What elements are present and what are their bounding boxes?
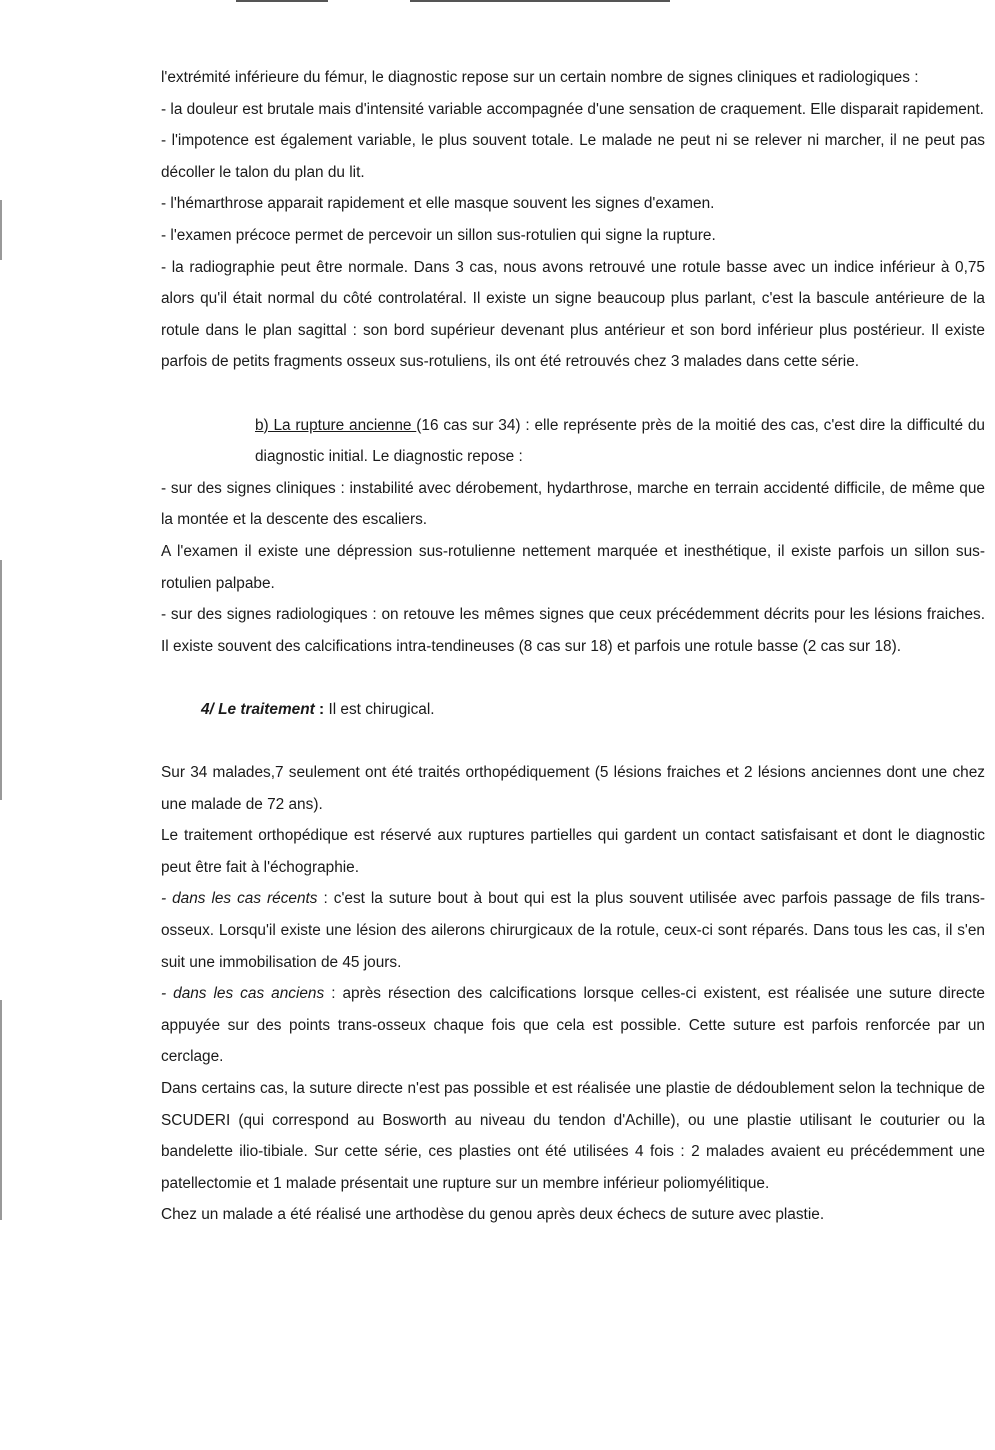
section-4-line bbox=[161, 694, 985, 726]
paragraph-old-cases bbox=[161, 978, 985, 1073]
spacer bbox=[161, 662, 985, 694]
paragraph: Chez un malade a été réalisé une arthodèse du genou après deux échecs de suture avec plastie. bbox=[161, 1206, 825, 1224]
section-4-intro: Il est chirugical. bbox=[328, 700, 435, 718]
scan-top-rule-right bbox=[410, 0, 670, 2]
paragraph: - l'hémarthrose apparait rapidement et elle masque souvent les signes d'examen. bbox=[161, 195, 715, 213]
old-cases-text: : après résection des calcifications lorsque celles-ci existent, est réalisée une suture directe appuyée sur des points trans-osseux chaque fois que cela est possible. Cette suture est parfois renforcée par un cerclage. bbox=[161, 985, 985, 1066]
paragraph: Dans certains cas, la suture directe n'est pas possible et est réalisée une plastie de dédoublement selon la technique de SCUDERI (qui correspond au Bosworth au niveau du tendon d'Achille), ou une plastie utilisant le couturier ou la bandelette ilio-tibiale. Sur cette série, ces plasties ont été utilisées 4 fois : 2 malades avaient eu précédemment une patellectomie et 1 malade présentait une rupture sur un membre inférieur poliomyélitique. bbox=[161, 1080, 985, 1192]
section-4-heading: 4/ Le traitement bbox=[201, 700, 315, 718]
paragraph: - l'examen précoce permet de percevoir un sillon sus-rotulien qui signe la rupture. bbox=[161, 226, 716, 244]
recent-cases-label: - dans les cas récents bbox=[161, 890, 318, 908]
scan-edge-mark bbox=[0, 560, 2, 800]
paragraph: - la radiographie peut être normale. Dans 3 cas, nous avons retrouvé une rotule basse avec un indice inférieur à 0,75 alors qu'il était normal du côté controlatéral. Il existe un signe beaucoup plus parlant, c'est la bascule antérieure de la rotule dans le plan sagittal : son bord supérieur devenant plus antérieur et son bord inférieur plus postérieur. Il existe parfois de petits fragments osseux sus-rotuliens, ils ont été retrouvés chez 3 malades dans cette série. bbox=[161, 258, 985, 371]
section-b-intro bbox=[161, 410, 985, 473]
spacer bbox=[161, 725, 985, 757]
paragraph: Sur 34 malades,7 seulement ont été traités orthopédiquement (5 lésions fraiches et 2 lésions anciennes dont une chez une malade de 72 ans). bbox=[161, 764, 985, 813]
section-b-intro-text: (16 cas sur 34) : elle représente près de la moitié des cas, c'est dire la difficulté du diagnostic initial. Le diagnostic repose : bbox=[255, 416, 985, 466]
document-body bbox=[161, 62, 985, 1231]
paragraph: - sur des signes radiologiques : on retouve les mêmes signes que ceux précédemment décrits pour les lésions fraiches. Il existe souvent des calcifications intra-tendineuses (8 cas sur 18) et parfois une rotule basse (2 cas sur 18). bbox=[161, 606, 985, 655]
section-b-heading: b) La rupture ancienne bbox=[255, 416, 417, 434]
recent-cases-text: : c'est la suture bout à bout qui est la plus souvent utilisée avec parfois passage de fils trans-osseux. Lorsqu'il existe une lésion des ailerons chirurgicaux de la rotule, ceux-ci sont réparés. Dans tous les cas, il s'en suit une immobilisation de 45 jours. bbox=[161, 890, 986, 971]
paragraph: - l'impotence est également variable, le plus souvent totale. Le malade ne peut ni se relever ni marcher, il ne peut pas décoller le talon du plan du lit. bbox=[161, 132, 985, 181]
paragraph-recent-cases bbox=[161, 883, 985, 978]
section-4-colon: : bbox=[314, 700, 329, 718]
scan-edge-mark bbox=[0, 200, 2, 260]
scan-edge-mark bbox=[0, 1000, 2, 1220]
paragraph: A l'examen il existe une dépression sus-rotulienne nettement marquée et inesthétique, il existe parfois un sillon sus-rotulien palpabe. bbox=[161, 542, 985, 592]
paragraph: l'extrémité inférieure du fémur, le diagnostic repose sur un certain nombre de signes cliniques et radiologiques : bbox=[161, 69, 919, 86]
paragraph: - sur des signes cliniques : instabilité avec dérobement, hydarthrose, marche en terrain accidenté difficile, de même que la montée et la descente des escaliers. bbox=[161, 479, 985, 529]
paragraph: Le traitement orthopédique est réservé aux ruptures partielles qui gardent un contact satisfaisant et dont le diagnostic peut être fait à l'échographie. bbox=[161, 827, 985, 876]
old-cases-label: - dans les cas anciens bbox=[161, 985, 325, 1003]
paragraph: - la douleur est brutale mais d'intensité variable accompagnée d'une sensation de craquement. Elle disparait rapidement. bbox=[161, 100, 984, 118]
scan-top-rule-left bbox=[236, 0, 328, 2]
spacer bbox=[161, 378, 985, 410]
